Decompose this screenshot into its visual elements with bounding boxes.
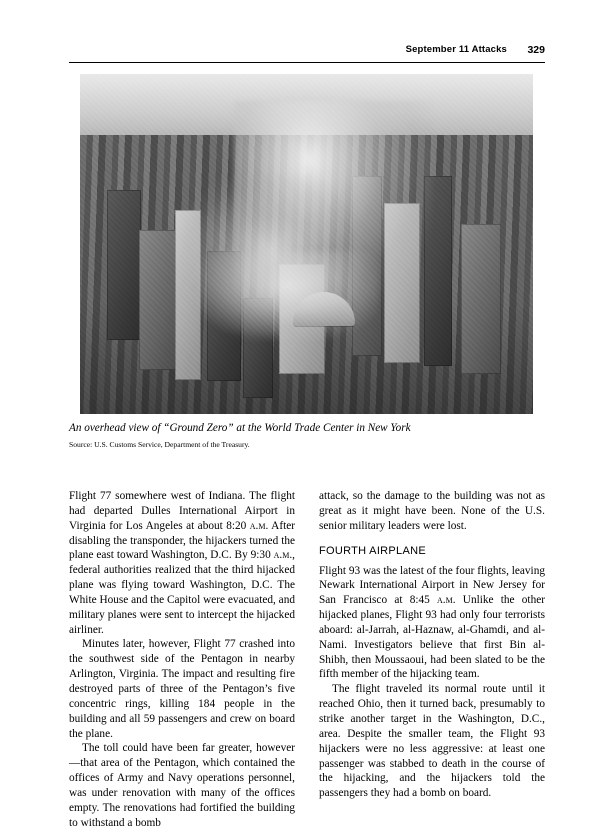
small-caps-am: a.m. xyxy=(273,549,293,562)
paragraph: The toll could have been far greater, however—that area of the Pentagon, which contained the offices of Army and Navy operations personnel, was under renovation with many of the offices empty. The renovations had fortified the building to withstand a bomb xyxy=(69,742,295,829)
left-column xyxy=(69,489,295,830)
running-head-title: September 11 Attacks xyxy=(405,44,507,55)
body-columns xyxy=(69,489,545,829)
running-head xyxy=(69,44,545,64)
photo-grain-overlay xyxy=(80,74,533,414)
paragraph: Flight 77 somewhere west of Indiana. The flight had departed Dulles International Airport in Virginia for Los Angeles at about 8:20 a.m. After disabling the transponder, the hijackers turned the plane east toward Washington, D.C. By 9:30 a.m., federal authorities realized that the third hijacked plane was flying toward Washington, D.C. The White House and the Capitol were evacuated, and military planes were sent to intercept the hijacked airliner. xyxy=(69,490,295,636)
paragraph: attack, so the damage to the building was not as great as it might have been. None of the U.S. senior military leaders were lost. xyxy=(319,490,545,532)
paragraph: Minutes later, however, Flight 77 crashed into the southwest side of the Pentagon in nearby Arlington, Virginia. The impact and resulting fire destroyed parts of three of the Pentagon’s five concentric rings, killing 184 people in the building and all 59 passengers and crew on board the plane. xyxy=(69,638,295,740)
small-caps-am: a.m. xyxy=(437,594,456,607)
header-rule xyxy=(69,62,545,63)
photo-content xyxy=(80,74,533,414)
right-column xyxy=(319,489,545,801)
paragraph: Flight 93 was the latest of the four flights, leaving Newark International Airport in New Jersey for San Francisco at 8:45 a.m. Unlike the other hijacked planes, Flight 93 had only four terrorists aboard: al-Jarrah, al-Haznaw, al-Ghamdi, and al-Nami. Investigators believe that first Bin al-Shibh, then Moussaoui, had been slated to be the fifth member of the hijacking team. xyxy=(319,564,545,681)
section-subhead: FOURTH AIRPLANE xyxy=(319,544,426,557)
small-caps-am: a.m. xyxy=(249,519,269,532)
figure-credit: Source: U.S. Customs Service, Department of the Treasury. xyxy=(69,440,250,449)
page-number: 329 xyxy=(527,44,545,56)
paragraph: The flight traveled its normal route until it reached Ohio, then it turned back, presumably to strike another target in the Washington, D.C., area. Despite the smaller team, the Flight 93 hijackers were no less aggressive: at least one passenger was stabbed to death in the course of the hijacking, and the hijackers told the passengers they had a bomb on board. xyxy=(319,683,545,800)
figure-caption: An overhead view of “Ground Zero” at the World Trade Center in New York xyxy=(69,422,411,434)
ground-zero-aerial-photograph xyxy=(80,74,533,414)
